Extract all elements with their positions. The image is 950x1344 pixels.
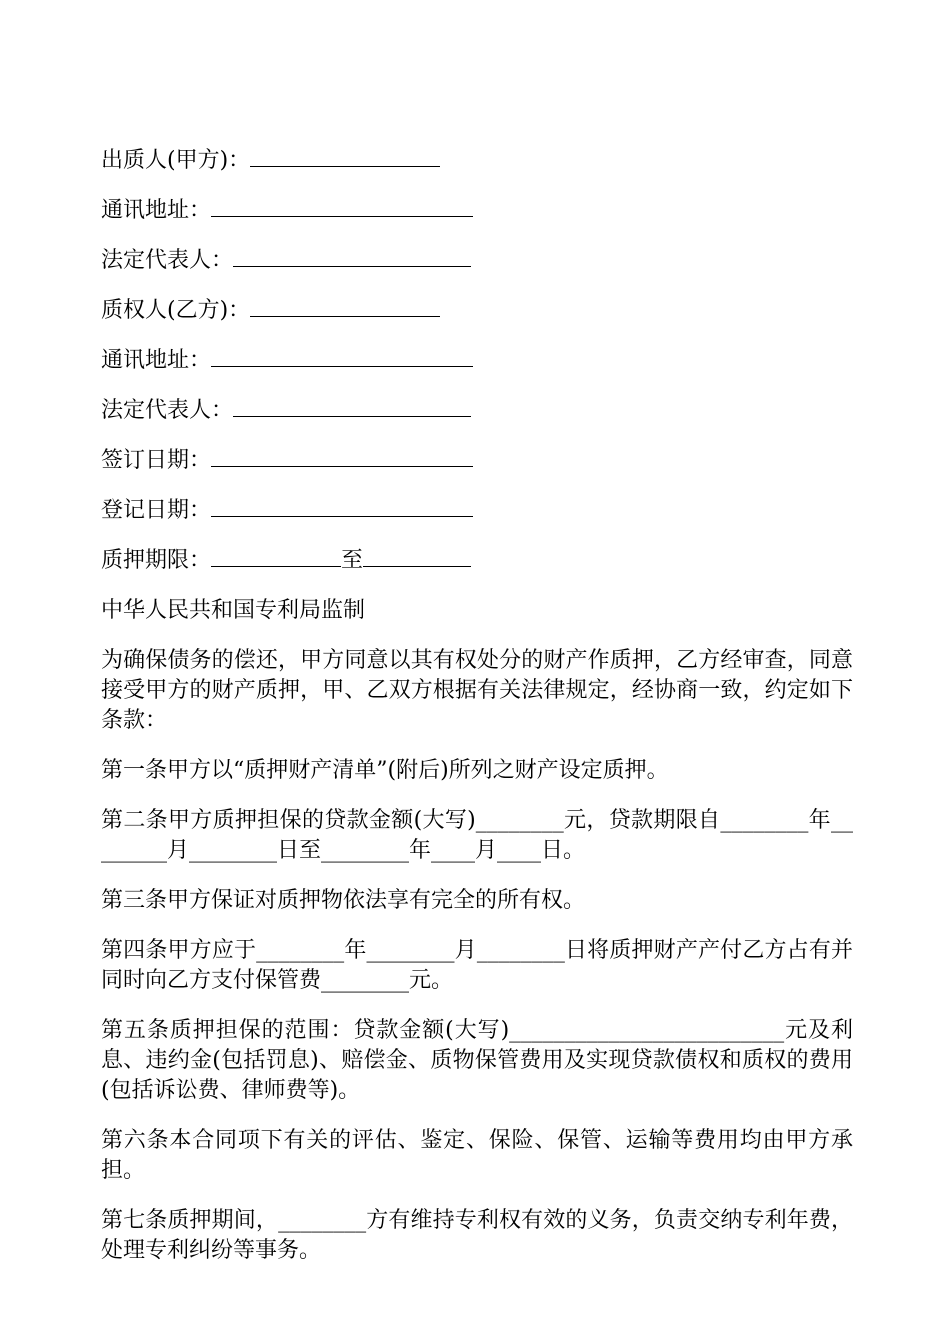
field-label: 通讯地址： xyxy=(101,348,212,373)
supervisor-line: 中华人民共和国专利局监制 xyxy=(101,598,366,623)
blank-line xyxy=(250,146,440,167)
article-3: 第三条甲方保证对质押物依法享有完全的所有权。 xyxy=(101,888,586,913)
article-4: 第四条甲方应于________年________月________日将质押财产产付乙方占有并同时向乙方支付保管费________元。 xyxy=(101,938,853,993)
pledgee-field xyxy=(101,296,853,346)
article-2: 第二条甲方质押担保的贷款金额(大写)________元，贷款期限自________年________月________日至________年____月____日。 xyxy=(101,808,853,863)
pledge-term-field xyxy=(101,546,853,596)
field-label: 质押期限： xyxy=(101,548,212,573)
field-label: 质权人(乙方)： xyxy=(101,298,251,323)
field-label: 法定代表人： xyxy=(101,248,234,273)
term-to-text: 至 xyxy=(341,548,364,573)
article-7: 第七条质押期间，________方有维持专利权有效的义务，负责交纳专利年费，处理专利纠纷等事务。 xyxy=(101,1208,853,1263)
pledgee-representative-field xyxy=(101,396,853,446)
blank-line xyxy=(250,296,440,317)
contract-content xyxy=(101,146,853,1286)
pledgor-address-field xyxy=(101,196,853,246)
registration-date-field xyxy=(101,496,853,546)
blank-line xyxy=(211,446,473,467)
signing-date-field xyxy=(101,446,853,496)
blank-line xyxy=(211,496,473,517)
blank-line xyxy=(233,396,471,417)
blank-line xyxy=(233,246,471,267)
blank-line xyxy=(211,196,473,217)
field-label: 法定代表人： xyxy=(101,398,234,423)
blank-line xyxy=(211,546,341,567)
article-1: 第一条甲方以“质押财产清单”(附后)所列之财产设定质押。 xyxy=(101,758,669,783)
article-5: 第五条质押担保的范围：贷款金额(大写)_________________________元及利息、违约金(包括罚息)、赔偿金、质物保管费用及实现贷款债权和质权的费用(包括诉讼费、律师费等)。 xyxy=(101,1018,853,1103)
field-label: 登记日期： xyxy=(101,498,212,523)
pledgor-representative-field xyxy=(101,246,853,296)
article-6: 第六条本合同项下有关的评估、鉴定、保险、保管、运输等费用均由甲方承担。 xyxy=(101,1128,853,1183)
pledgor-field xyxy=(101,146,853,196)
blank-line xyxy=(211,346,473,367)
field-label: 签订日期： xyxy=(101,448,212,473)
pledgee-address-field xyxy=(101,346,853,396)
field-label: 通讯地址： xyxy=(101,198,212,223)
intro-paragraph: 为确保债务的偿还，甲方同意以其有权处分的财产作质押，乙方经审查，同意接受甲方的财产质押，甲、乙双方根据有关法律规定，经协商一致，约定如下条款： xyxy=(101,648,853,733)
field-label: 出质人(甲方)： xyxy=(101,148,251,173)
blank-line xyxy=(363,546,471,567)
